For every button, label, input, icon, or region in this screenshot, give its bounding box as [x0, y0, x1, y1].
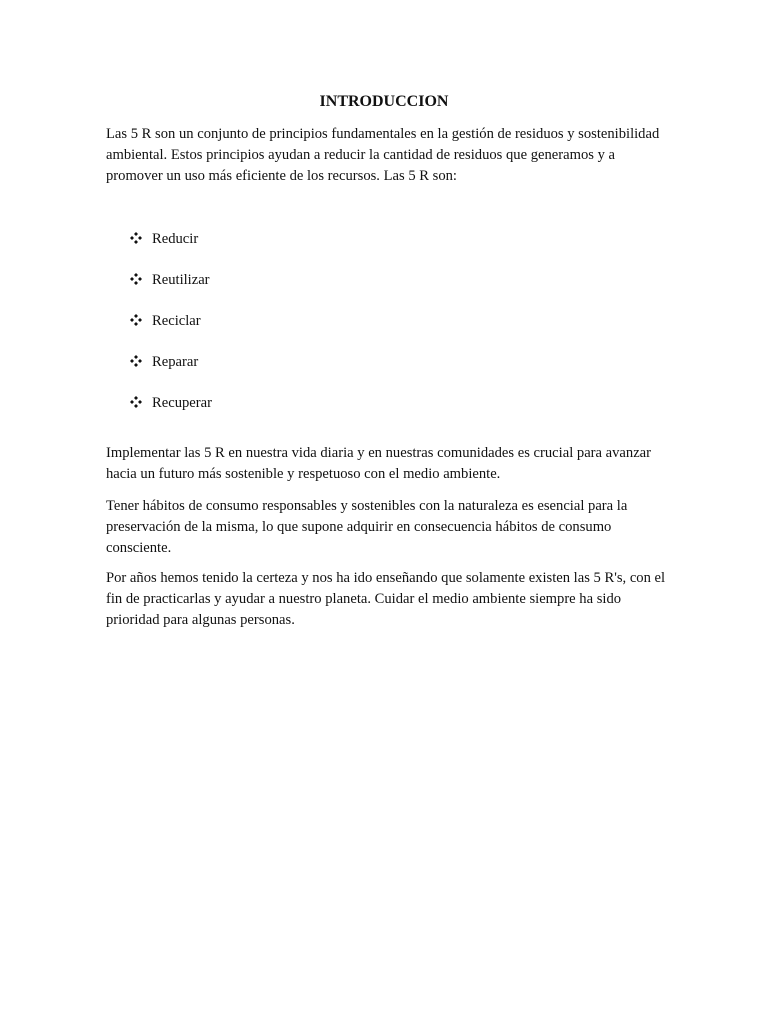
list-item-reducir: [130, 229, 198, 249]
four-diamond-bullet-icon: [130, 232, 142, 244]
four-diamond-bullet-icon: [130, 273, 142, 285]
list-item-reparar: [130, 352, 198, 372]
list-item-label: Reducir: [152, 231, 199, 247]
paragraph-habits: Tener hábitos de consumo responsables y sostenibles con la naturaleza es esencial para la preservación de la misma, lo que supone adquirir en consecuencia hábitos de consumo consciente.: [106, 498, 628, 556]
document-title: INTRODUCCION: [319, 93, 449, 110]
list-item-label: Reutilizar: [152, 272, 210, 288]
list-item-recuperar: [130, 393, 212, 413]
four-diamond-bullet-icon: [130, 355, 142, 367]
list-item-label: Reparar: [152, 354, 199, 370]
four-diamond-bullet-icon: [130, 396, 142, 408]
paragraph-implementation: Implementar las 5 R en nuestra vida diaria y en nuestras comunidades es crucial para avanzar hacia un futuro más sostenible y respetuoso con el medio ambiente.: [106, 445, 652, 482]
list-item-label: Recuperar: [152, 395, 212, 411]
list-item-reciclar: [130, 311, 201, 331]
list-item-label: Reciclar: [152, 313, 201, 329]
paragraph-history: Por años hemos tenido la certeza y nos ha ido enseñando que solamente existen las 5 R's, con el fin de practicarlas y ayudar a nuestro planeta. Cuidar el medio ambiente siempre ha sido prioridad para algunas personas.: [106, 570, 666, 628]
intro-paragraph: Las 5 R son un conjunto de principios fundamentales en la gestión de residuos y sostenibilidad ambiental. Estos principios ayudan a reducir la cantidad de residuos que generamos y a promover un uso más eficiente de los recursos. Las 5 R son:: [106, 126, 660, 184]
list-item-reutilizar: [130, 270, 210, 290]
four-diamond-bullet-icon: [130, 314, 142, 326]
